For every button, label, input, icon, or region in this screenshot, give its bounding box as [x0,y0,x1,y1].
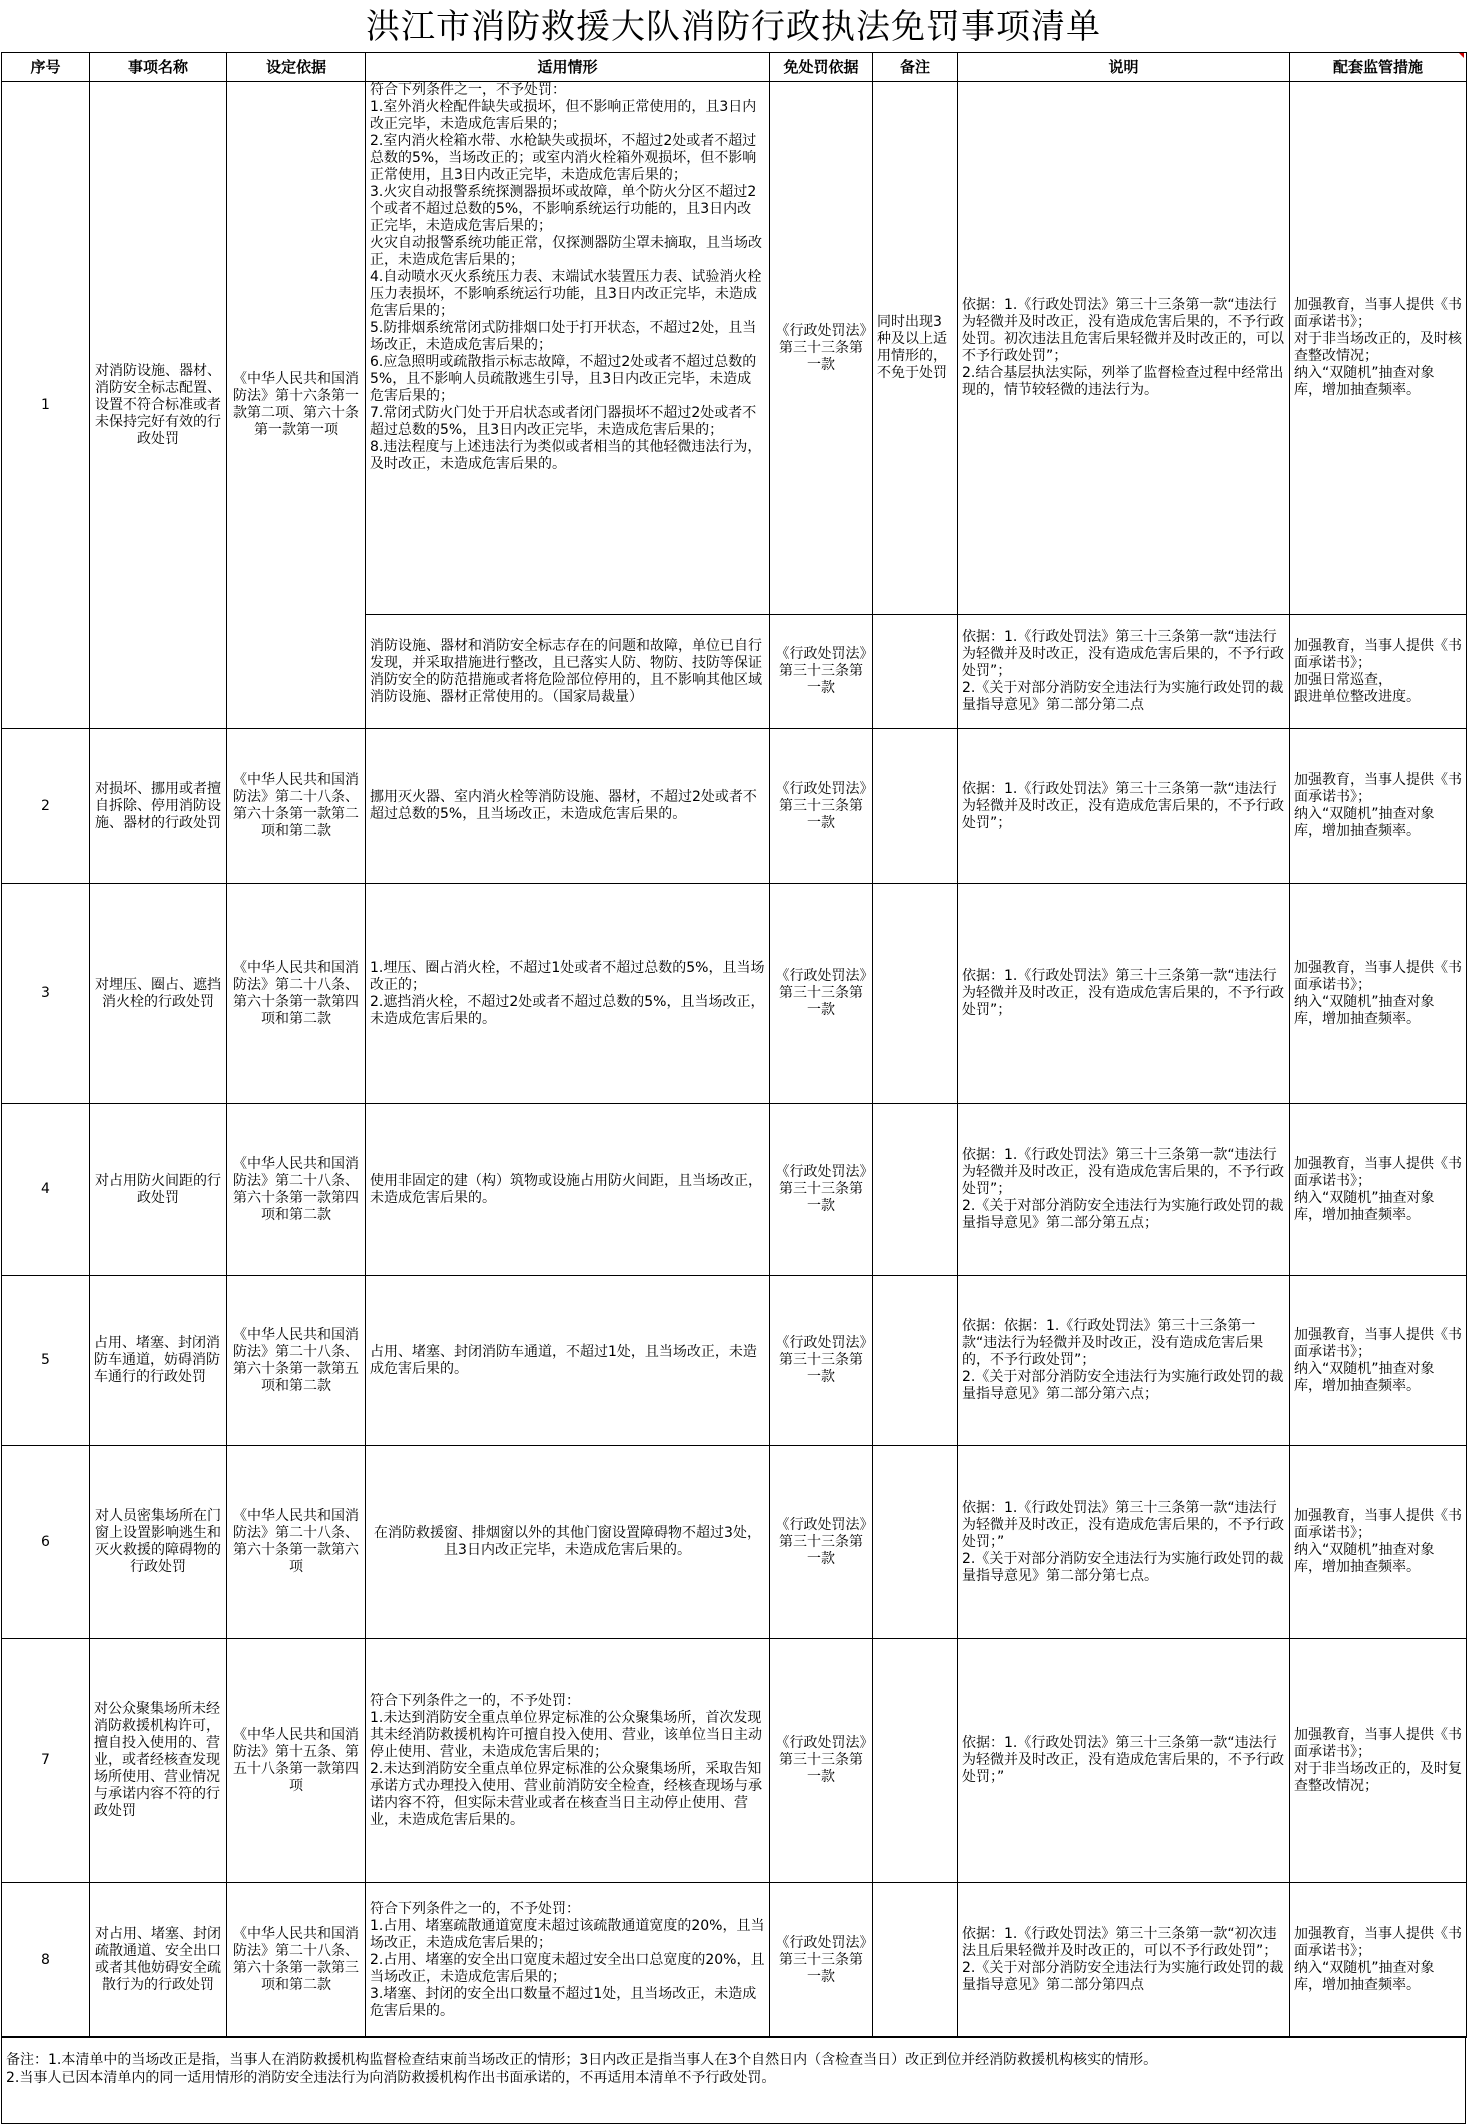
matter-name: 对埋压、圈占、遮挡消火栓的行政处罚 [90,884,227,1104]
remark [873,1883,958,2038]
supervision-measures: 加强教育，当事人提供《书面承诺书》； 纳入“双随机”抽查对象库，增加抽查频率。 [1290,1276,1467,1446]
legal-basis: 《中华人民共和国消防法》第十六条第一款第二项、第六十条第一款第一项 [227,82,366,729]
header-cell: 配套监管措施 [1290,53,1467,82]
matter-name: 对损坏、挪用或者擅自拆除、停用消防设施、器材的行政处罚 [90,729,227,884]
matter-name: 对占用防火间距的行政处罚 [90,1104,227,1276]
table-row [2,729,1467,884]
table-row [2,1883,1467,2038]
table-header-row [2,53,1467,82]
applicable-situation: 1.埋压、圈占消火栓，不超过1处或者不超过总数的5%，且当场改正的； 2.遮挡消火栓，不超过2处或者不超过总数的5%，且当场改正，未造成危害后果的。 [366,884,770,1104]
row-number: 3 [2,884,90,1104]
table-row [2,1276,1467,1446]
remark [873,1639,958,1883]
header-cell: 备注 [873,53,958,82]
explanation: 依据：1.《行政处罚法》第三十三条第一款“违法行为轻微并及时改正，没有造成危害后果的，不予行政处罚”； [958,884,1290,1104]
exemption-basis: 《行政处罚法》第三十三条第一款 [770,1883,873,2038]
exemption-basis: 《行政处罚法》第三十三条第一款 [770,1104,873,1276]
explanation: 依据：1.《行政处罚法》第三十三条第一款“违法行为轻微并及时改正，没有造成危害后果的，不予行政处罚”； 2.《关于对部分消防安全违法行为实施行政处罚的裁量指导意见》第二部分第二点 [958,615,1290,729]
remark [873,1104,958,1276]
remark [873,1446,958,1639]
applicable-situation: 符合下列条件之一的，不予处罚： 1.未达到消防安全重点单位界定标准的公众聚集场所，首次发现其未经消防救援机构许可擅自投入使用、营业，该单位当日主动停止使用、营业，未造成危害后果的； 2.未达到消防安全重点单位界定标准的公众聚集场所，采取告知承诺方式办理投入使用、营业前消防安全检查，经核查现场与承诺内容不符，但实际未营业或者在核查当日主动停止使用、营业，未造成危害后果的。 [366,1639,770,1883]
matter-name: 对公众聚集场所未经消防救援机构许可，擅自投入使用的、营业，或者经核查发现场所使用、营业情况与承诺内容不符的行政处罚 [90,1639,227,1883]
row-number: 1 [2,82,90,729]
matter-name: 对人员密集场所在门窗上设置影响逃生和灭火救援的障碍物的行政处罚 [90,1446,227,1639]
remark [873,1276,958,1446]
exemption-basis: 《行政处罚法》第三十三条第一款 [770,729,873,884]
table-row [2,1104,1467,1276]
table-row [2,1639,1467,1883]
applicable-situation: 在消防救援窗、排烟窗以外的其他门窗设置障碍物不超过3处，且3日内改正完毕，未造成危害后果的。 [366,1446,770,1639]
supervision-measures: 加强教育，当事人提供《书面承诺书》； 对于非当场改正的，及时核查整改情况； 纳入“双随机”抽查对象库，增加抽查频率。 [1290,82,1467,615]
applicable-situation: 消防设施、器材和消防安全标志存在的问题和故障，单位已自行发现，并采取措施进行整改，且已落实人防、物防、技防等保证消防安全的防范措施或者将危险部位停用的，且不影响其他区域消防设施、器材正常使用的。（国家局裁量） [366,615,770,729]
remark [873,615,958,729]
supervision-measures: 加强教育，当事人提供《书面承诺书》； 纳入“双随机”抽查对象库，增加抽查频率。 [1290,729,1467,884]
row-number: 2 [2,729,90,884]
legal-basis: 《中华人民共和国消防法》第二十八条、第六十条第一款第四项和第二款 [227,1104,366,1276]
legal-basis: 《中华人民共和国消防法》第十五条、第五十八条第一款第四项 [227,1639,366,1883]
supervision-measures: 加强教育，当事人提供《书面承诺书》； 纳入“双随机”抽查对象库，增加抽查频率。 [1290,1883,1467,2038]
explanation: 依据：1.《行政处罚法》第三十三条第一款“初次违法且后果轻微并及时改正的，可以不予行政处罚”； 2.《关于对部分消防安全违法行为实施行政处罚的裁量指导意见》第二部分第四点 [958,1883,1290,2038]
table-row [2,82,1467,615]
matter-name: 对消防设施、器材、消防安全标志配置、设置不符合标准或者未保持完好有效的行政处罚 [90,82,227,729]
row-number: 6 [2,1446,90,1639]
legal-basis: 《中华人民共和国消防法》第二十八条、第六十条第一款第五项和第二款 [227,1276,366,1446]
exemption-basis: 《行政处罚法》第三十三条第一款 [770,1446,873,1639]
matter-name: 对占用、堵塞、封闭疏散通道、安全出口或者其他妨碍安全疏散行为的行政处罚 [90,1883,227,2038]
legal-basis: 《中华人民共和国消防法》第二十八条、第六十条第一款第四项和第二款 [227,884,366,1104]
explanation: 依据：1.《行政处罚法》第三十三条第一款“违法行为轻微并及时改正，没有造成危害后果的，不予行政处罚；” 2.《关于对部分消防安全违法行为实施行政处罚的裁量指导意见》第二部分第七点。 [958,1446,1290,1639]
exemption-basis: 《行政处罚法》第三十三条第一款 [770,615,873,729]
row-number: 4 [2,1104,90,1276]
explanation: 依据：1.《行政处罚法》第三十三条第一款“违法行为轻微并及时改正，没有造成危害后果的，不予行政处罚”； [958,729,1290,884]
applicable-situation: 符合下列条件之一，不予处罚： 1.室外消火栓配件缺失或损坏，但不影响正常使用的，且3日内改正完毕，未造成危害后果的； 2.室内消火栓箱水带、水枪缺失或损坏，不超过2处或者不超过总数的5%，当场改正的；或室内消火栓箱外观损坏，但不影响正常使用，且3日内改正完毕，未造成危害后果的； 3.火灾自动报警系统探测器损坏或故障，单个防火分区不超过2个或者不超过总数的5%，不影响系统运行功能的，且3日内改正完毕，未造成危害后果的； 火灾自动报警系统功能正常，仅探测器防尘罩未摘取，且当场改正，未造成危害后果的； 4.自动喷水灭火系统压力表、末端试水装置压力表、试验消火栓压力表损坏，不影响系统运行功能，且3日内改正完毕，未造成危害后果的； 5.防排烟系统常闭式防排烟口处于打开状态，不超过2处，且当场改正，未造成危害后果的； 6.应急照明或疏散指示标志故障，不超过2处或者不超过总数的5%，且不影响人员疏散逃生引导，且3日内改正完毕，未造成危害后果的； 7.常闭式防火门处于开启状态或者闭门器损坏不超过2处或者不超过总数的5%，且3日内改正完毕，未造成危害后果的； 8.违法程度与上述违法行为类似或者相当的其他轻微违法行为，及时改正，未造成危害后果的。 [366,82,770,615]
supervision-measures: 加强教育，当事人提供《书面承诺书》； 加强日常巡查， 跟进单位整改进度。 [1290,615,1467,729]
header-cell: 说明 [958,53,1290,82]
exemption-basis: 《行政处罚法》第三十三条第一款 [770,1276,873,1446]
legal-basis: 《中华人民共和国消防法》第二十八条、第六十条第一款第三项和第二款 [227,1883,366,2038]
matter-name: 占用、堵塞、封闭消防车通道，妨碍消防车通行的行政处罚 [90,1276,227,1446]
applicable-situation: 占用、堵塞、封闭消防车通道，不超过1处，且当场改正，未造成危害后果的。 [366,1276,770,1446]
supervision-measures: 加强教育，当事人提供《书面承诺书》； 纳入“双随机”抽查对象库，增加抽查频率。 [1290,1446,1467,1639]
exemption-basis: 《行政处罚法》第三十三条第一款 [770,884,873,1104]
header-cell: 事项名称 [90,53,227,82]
explanation: 依据：1.《行政处罚法》第三十三条第一款“违法行为轻微并及时改正，没有造成危害后果的，不予行政处罚；” [958,1639,1290,1883]
exemption-table [1,52,1467,2038]
supervision-measures: 加强教育，当事人提供《书面承诺书》； 对于非当场改正的，及时复查整改情况； [1290,1639,1467,1883]
applicable-situation: 符合下列条件之一的，不予处罚： 1.占用、堵塞疏散通道宽度未超过该疏散通道宽度的20%，且当场改正，未造成危害后果的； 2.占用、堵塞的安全出口宽度未超过安全出口总宽度的20%，且当场改正，未造成危害后果的； 3.堵塞、封闭的安全出口数量不超过1处，且当场改正，未造成危害后果的。 [366,1883,770,2038]
header-cell: 设定依据 [227,53,366,82]
remark [873,884,958,1104]
footnote [1,2036,1466,2124]
footnote-line: 备注：1.本清单中的当场改正是指，当事人在消防救援机构监督检查结束前当场改正的情形；3日内改正是指当事人在3个自然日内（含检查当日）改正到位并经消防救援机构核实的情形。 [6,2052,1158,2068]
exemption-basis: 《行政处罚法》第三十三条第一款 [770,82,873,615]
legal-basis: 《中华人民共和国消防法》第二十八条、第六十条第一款第六项 [227,1446,366,1639]
header-cell: 适用情形 [366,53,770,82]
row-number: 8 [2,1883,90,2038]
row-number: 5 [2,1276,90,1446]
table-row [2,1446,1467,1639]
row-number: 7 [2,1639,90,1883]
footnote-line: 2.当事人已因本清单内的同一适用情形的消防安全违法行为向消防救援机构作出书面承诺的，不再适用本清单不予行政处罚。 [6,2070,776,2086]
exemption-basis: 《行政处罚法》第三十三条第一款 [770,1639,873,1883]
remark: 同时出现3种及以上适用情形的，不免于处罚 [873,82,958,615]
legal-basis: 《中华人民共和国消防法》第二十八条、第六十条第一款第二项和第二款 [227,729,366,884]
applicable-situation: 使用非固定的建（构）筑物或设施占用防火间距，且当场改正，未造成危害后果的。 [366,1104,770,1276]
applicable-situation: 挪用灭火器、室内消火栓等消防设施、器材，不超过2处或者不超过总数的5%，且当场改正，未造成危害后果的。 [366,729,770,884]
explanation: 依据：依据：1.《行政处罚法》第三十三条第一款“违法行为轻微并及时改正，没有造成危害后果的，不予行政处罚”； 2.《关于对部分消防安全违法行为实施行政处罚的裁量指导意见》第二部分第六点； [958,1276,1290,1446]
supervision-measures: 加强教育，当事人提供《书面承诺书》； 纳入“双随机”抽查对象库，增加抽查频率。 [1290,1104,1467,1276]
explanation: 依据：1.《行政处罚法》第三十三条第一款“违法行为轻微并及时改正，没有造成危害后果的，不予行政处罚。初次违法且危害后果轻微并及时改正的，可以不予行政处罚”； 2.结合基层执法实际，列举了监督检查过程中经常出现的，情节较轻微的违法行为。 [958,82,1290,615]
header-cell: 序号 [2,53,90,82]
header-cell: 免处罚依据 [770,53,873,82]
supervision-measures: 加强教育，当事人提供《书面承诺书》； 纳入“双随机”抽查对象库，增加抽查频率。 [1290,884,1467,1104]
document-title: 洪江市消防救援大队消防行政执法免罚事项清单 [366,7,1101,47]
table-row [2,884,1467,1104]
explanation: 依据：1.《行政处罚法》第三十三条第一款“违法行为轻微并及时改正，没有造成危害后果的，不予行政处罚”； 2.《关于对部分消防安全违法行为实施行政处罚的裁量指导意见》第二部分第五点； [958,1104,1290,1276]
remark [873,729,958,884]
